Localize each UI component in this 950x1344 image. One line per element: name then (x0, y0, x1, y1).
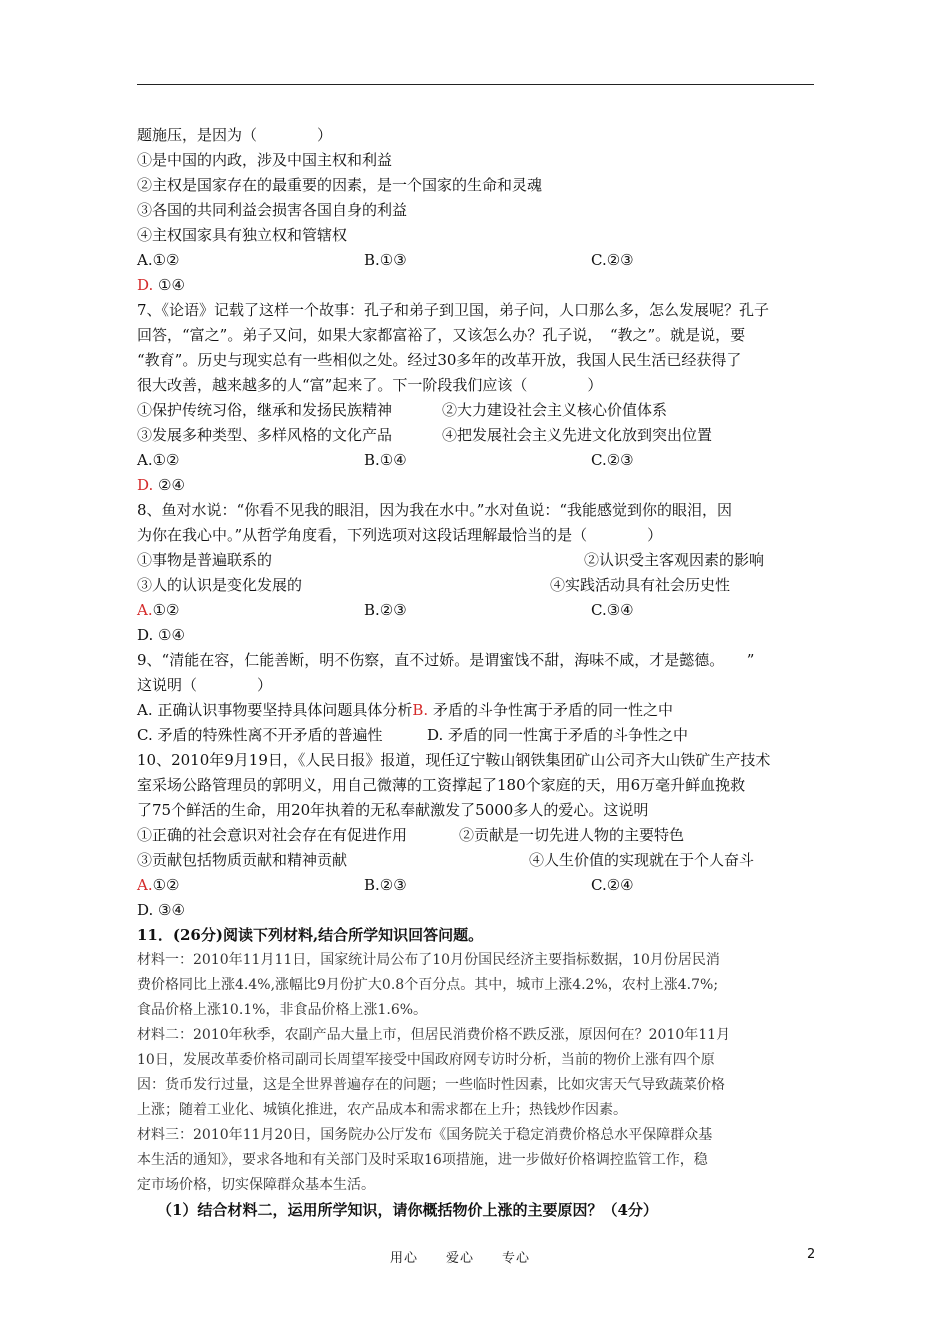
q11-material-line: 材料一：2010年11月11日，国家统计局公布了10月份国民经济主要指标数据，10月份居民消 (137, 952, 720, 968)
q8-item-1: ①事物是普遍联系的 (137, 551, 273, 569)
q6-option-c: C.②③ (591, 251, 634, 269)
q7-stem-2: 回答，“富之”。弟子又问，如果大家都富裕了，又该怎么办？孔子说， “教之”。就是说，要 (137, 326, 746, 344)
q8-option-a: A.①② (137, 601, 180, 619)
page-number: 2 (807, 1247, 816, 1262)
q10-option-c: C.②④ (591, 876, 634, 894)
q11-material-line: 上涨；随着工业化、城镇化推进，农产品成本和需求都在上升；热钱炒作因素。 (137, 1102, 627, 1118)
header-rule (137, 84, 814, 85)
q11-material-line: 定市场价格，切实保障群众基本生活。 (137, 1177, 375, 1193)
q7-stem-1: 7、《论语》记载了这样一个故事：孔子和弟子到卫国，弟子问，人口那么多，怎么发展呢？孔子 (137, 301, 770, 319)
q10-answer-marker: A. (137, 876, 153, 894)
q11-title: 11．(26分)阅读下列材料,结合所学知识回答问题。 (137, 926, 484, 944)
q11-material-line: 材料三：2010年11月20日，国务院办公厅发布《国务院关于稳定消费价格总水平保障群众基 (137, 1127, 713, 1143)
q7-option-d: D. ②④ (137, 476, 185, 494)
q10-item-3: ③贡献包括物质贡献和精神贡献 (137, 851, 348, 869)
q6-stem-tail: 题施压，是因为（ ） (137, 126, 333, 144)
q10-items-row-2 (137, 848, 817, 873)
q8-items-row-1 (137, 548, 817, 573)
q11-material-line: 因：货币发行过量，这是全世界普遍存在的问题；一些临时性因素，比如灾害天气导致蔬菜价格 (137, 1077, 725, 1093)
q10-items-row-1 (137, 823, 817, 848)
q6-item-1: ①是中国的内政，涉及中国主权和利益 (137, 151, 393, 169)
q6-option-a: A.①② (137, 251, 180, 269)
q8-item-4: ④实践活动具有社会历史性 (550, 576, 731, 594)
footer-motto: 用心 爱心 专心 (390, 1251, 531, 1266)
q10-option-b: B.②③ (364, 876, 407, 894)
q9-option-d: D. 矛盾的同一性寓于矛盾的斗争性之中 (427, 726, 689, 744)
q11-material-line: 费价格同比上涨4.4%,涨幅比9月份扩大0.8个百分点。其中，城市上涨4.2%，农村上涨4.7%; (137, 977, 719, 993)
q8-option-b: B.②③ (364, 601, 407, 619)
q10-item-2: ②贡献是一切先进人物的主要特色 (459, 826, 685, 844)
q8-option-d: D. ①④ (137, 626, 185, 644)
q10-option-a: A.①② (137, 876, 180, 894)
q7-items-row-1 (137, 398, 817, 423)
q7-item-3: ③发展多种类型、多样风格的文化产品 (137, 426, 393, 444)
q6-option-b: B.①③ (364, 251, 407, 269)
q8-item-3: ③人的认识是变化发展的 (137, 576, 303, 594)
q9-answer-marker: B. (412, 701, 429, 719)
q10-stem-3: 了75个鲜活的生命，用20年执着的无私奉献激发了5000多人的爱心。这说明 (137, 801, 649, 819)
q8-answer-marker: A. (137, 601, 153, 619)
q10-options (137, 873, 817, 898)
q11-sub-question-1: （1）结合材料二，运用所学知识，请你概括物价上涨的主要原因？（4分） (157, 1201, 658, 1219)
q11-material-line: 食品价格上涨10.1%，非食品价格上涨1.6%。 (137, 1002, 428, 1018)
q8-items-row-2 (137, 573, 817, 598)
q9-options-row-1 (137, 698, 817, 723)
q7-item-2: ②大力建设社会主义核心价值体系 (442, 401, 668, 419)
q9-stem-2: 这说明（ ） (137, 676, 273, 694)
q7-stem-3: “教育”。历史与现实总有一些相似之处。经过30多年的改革开放，我国人民生活已经获得了 (137, 351, 742, 369)
q8-stem-1: 8、鱼对水说：“你看不见我的眼泪，因为我在水中。”水对鱼说：“我能感觉到你的眼泪，因 (137, 501, 733, 519)
q6-item-4: ④主权国家具有独立权和管辖权 (137, 226, 348, 244)
q11-material-line: 材料二：2010年秋季，农副产品大量上市，但居民消费价格不跌反涨，原因何在？2010年11月 (137, 1027, 731, 1043)
q9-option-b: 矛盾的斗争性寓于矛盾的同一性之中 (432, 701, 673, 719)
q6-item-3: ③各国的共同利益会损害各国自身的利益 (137, 201, 408, 219)
q10-item-4: ④人生价值的实现就在于个人奋斗 (529, 851, 755, 869)
q6-option-d: D. ①④ (137, 276, 185, 294)
q10-stem-2: 室采场公路管理员的郭明义，用自己微薄的工资撑起了180个家庭的天，用6万毫升鲜血挽救 (137, 776, 746, 794)
q9-options-row-2 (137, 723, 817, 748)
q11-material-line: 本生活的通知》，要求各地和有关部门及时采取16项措施，进一步做好价格调控监管工作，稳 (137, 1152, 708, 1168)
q11-material-line: 10日，发展改革委价格司副司长周望军接受中国政府网专访时分析，当前的物价上涨有四个原 (137, 1052, 715, 1068)
q10-option-d: D. ③④ (137, 901, 185, 919)
q7-items-row-2 (137, 423, 817, 448)
q9-option-c: C. 矛盾的特殊性离不开矛盾的普遍性 (137, 726, 383, 744)
q7-answer-marker: D. (137, 476, 154, 494)
q9-stem-1: 9、“清能在容，仁能善断，明不伤察，直不过娇。是谓蜜饯不甜，海味不咸，才是懿德。 ” (137, 651, 755, 669)
document-page (137, 123, 817, 1223)
q7-stem-4: 很大改善，越来越多的人“富”起来了。下一阶段我们应该（ ） (137, 376, 603, 394)
q7-item-1: ①保护传统习俗，继承和发扬民族精神 (137, 401, 393, 419)
q6-answer-marker: D. (137, 276, 154, 294)
q7-options (137, 448, 817, 473)
q8-option-c: C.③④ (591, 601, 634, 619)
q7-item-4: ④把发展社会主义先进文化放到突出位置 (442, 426, 713, 444)
q9-option-a: A. 正确认识事物要坚持具体问题具体分析 (137, 701, 413, 719)
page-footer (0, 1247, 950, 1269)
q8-item-2: ②认识受主客观因素的影响 (584, 551, 765, 569)
q8-stem-2: 为你在我心中。”从哲学角度看，下列选项对这段话理解最恰当的是（ ） (137, 526, 663, 544)
q7-option-a: A.①② (137, 451, 180, 469)
q6-item-2: ②主权是国家存在的最重要的因素，是一个国家的生命和灵魂 (137, 176, 543, 194)
q8-options (137, 598, 817, 623)
q7-option-c: C.②③ (591, 451, 634, 469)
q10-item-1: ①正确的社会意识对社会存在有促进作用 (137, 826, 408, 844)
q6-options (137, 248, 817, 273)
q7-option-b: B.①④ (364, 451, 407, 469)
q10-stem-1: 10、2010年9月19日，《人民日报》报道，现任辽宁鞍山钢铁集团矿山公司齐大山铁矿生产技术 (137, 751, 771, 769)
